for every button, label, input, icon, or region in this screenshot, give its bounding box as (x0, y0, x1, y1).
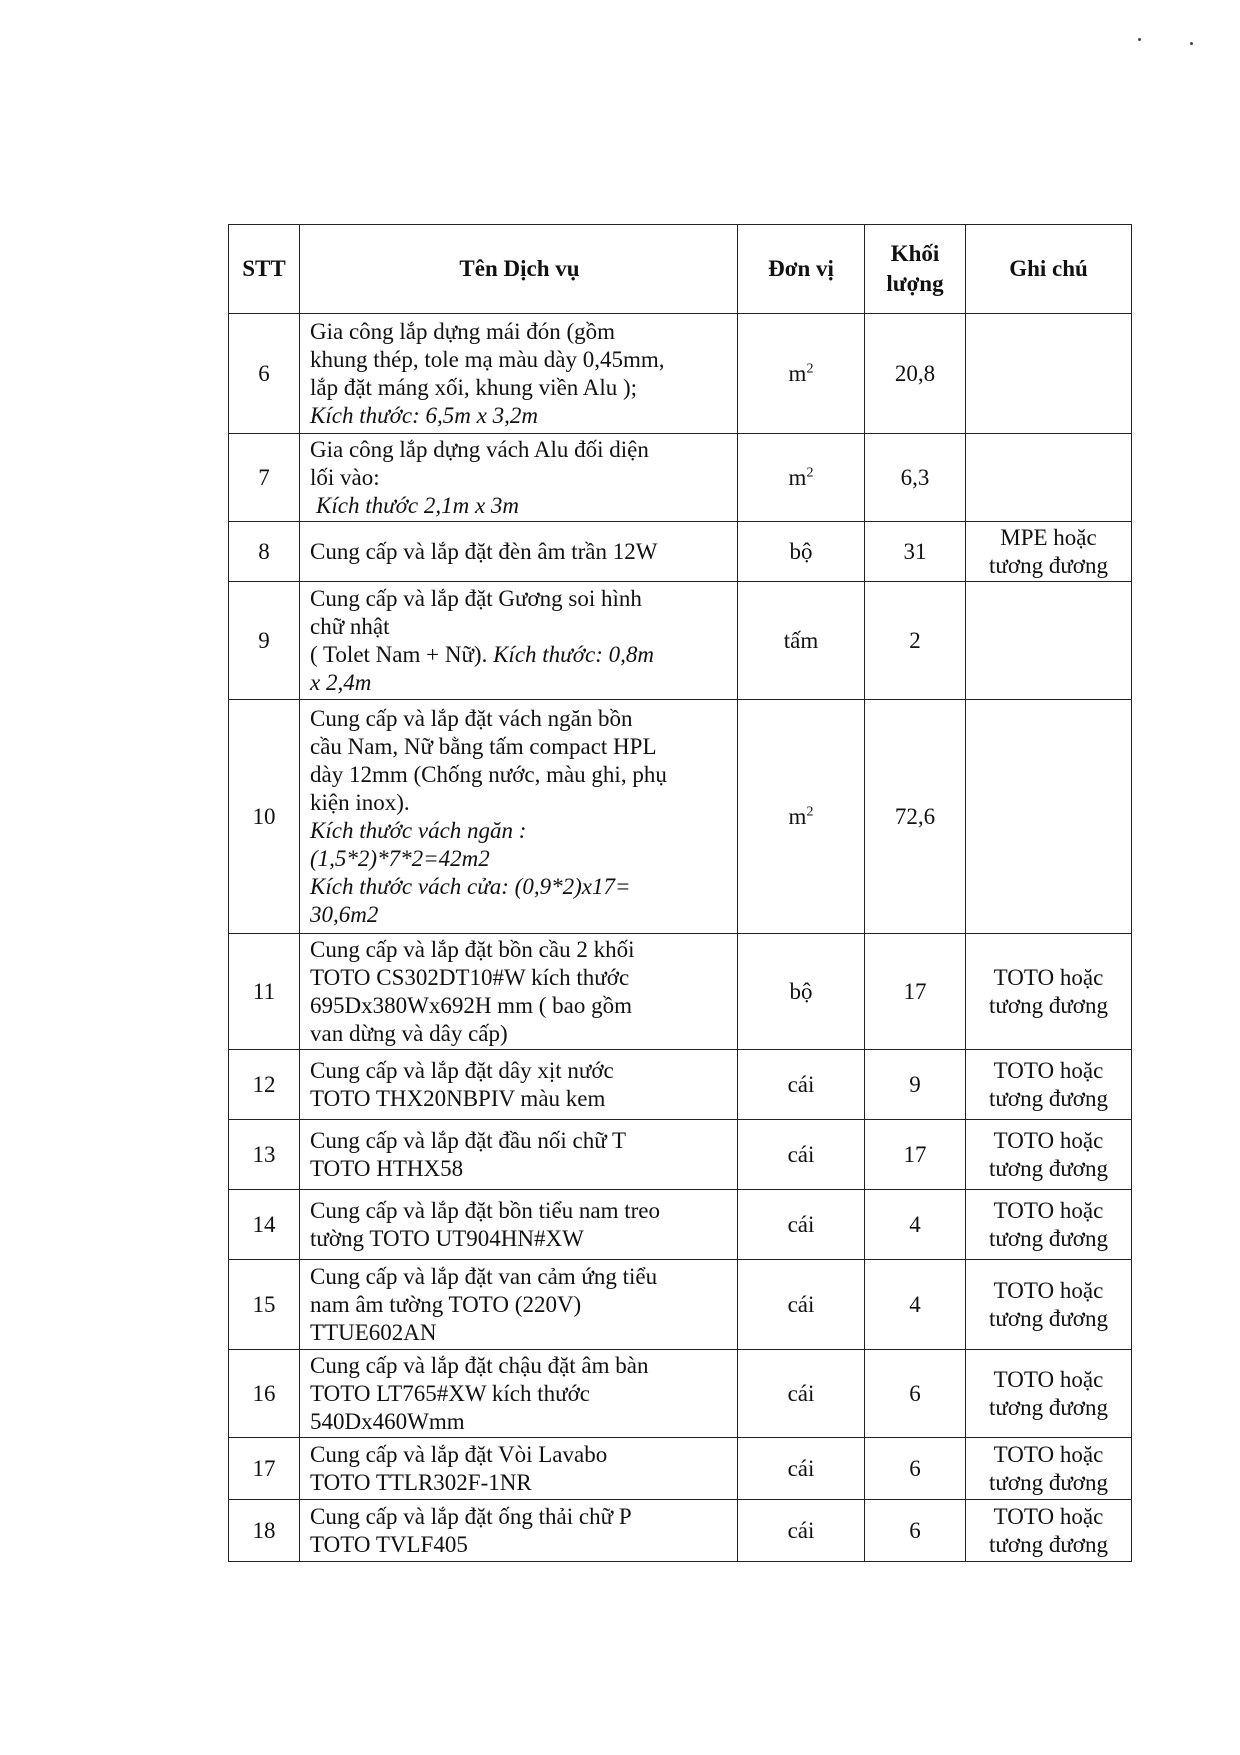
row-service-name (300, 1500, 738, 1562)
row-quantity: 6 (865, 1500, 966, 1562)
row-note (966, 434, 1132, 522)
note-line: tương đương (989, 1305, 1108, 1331)
row-stt: 17 (229, 1438, 300, 1500)
row-note (966, 1438, 1132, 1500)
row-quantity: 6 (865, 1438, 966, 1500)
name-line: chữ nhật (310, 613, 390, 639)
table-row (229, 1120, 1132, 1190)
table-header-row (229, 225, 1132, 314)
note-line: TOTO hoặc (993, 1197, 1104, 1223)
table-row (229, 522, 1132, 582)
row-service-name (300, 582, 738, 700)
row-note (966, 314, 1132, 434)
row-service-name (300, 434, 738, 522)
row-stt: 13 (229, 1120, 300, 1190)
name-line: Cung cấp và lắp đặt đầu nối chữ T (310, 1127, 627, 1153)
row-stt: 11 (229, 934, 300, 1050)
row-note (966, 934, 1132, 1050)
row-quantity: 4 (865, 1190, 966, 1260)
row-unit (738, 434, 865, 522)
name-line: khung thép, tole mạ màu dày 0,45mm, (310, 346, 665, 372)
name-dimension-line: Kích thước vách cửa: (0,9*2)x17= (310, 873, 631, 899)
row-note (966, 1350, 1132, 1438)
row-note (966, 1260, 1132, 1350)
table-row (229, 1500, 1132, 1562)
note-line: TOTO hoặc (993, 1441, 1104, 1467)
row-unit (738, 700, 865, 934)
note-line: tương đương (989, 1531, 1108, 1557)
table-row (229, 1260, 1132, 1350)
table-row (229, 1050, 1132, 1120)
header-unit: Đơn vị (738, 225, 865, 314)
name-line: tường TOTO UT904HN#XW (310, 1225, 584, 1251)
row-quantity: 2 (865, 582, 966, 700)
row-service-name (300, 522, 738, 582)
name-dimensions: x 2,4m (310, 669, 372, 695)
table-row (229, 1350, 1132, 1438)
name-plain-part: ( Tolet Nam + Nữ). (310, 641, 494, 667)
note-line: MPE hoặc (1000, 524, 1097, 550)
row-stt: 9 (229, 582, 300, 700)
row-note (966, 1500, 1132, 1562)
name-dimension-line: Kích thước vách ngăn : (310, 817, 527, 843)
name-line: Cung cấp và lắp đặt chậu đặt âm bàn (310, 1352, 649, 1378)
name-line: TOTO TTLR302F-1NR (310, 1469, 532, 1495)
header-quantity-line1: Khối (890, 241, 940, 266)
header-service-name: Tên Dịch vụ (300, 225, 738, 314)
row-unit: cái (738, 1120, 865, 1190)
header-stt: STT (229, 225, 300, 314)
row-stt: 10 (229, 700, 300, 934)
note-line: TOTO hoặc (993, 1057, 1104, 1083)
row-unit: cái (738, 1260, 865, 1350)
name-dimensions: Kích thước: 6,5m x 3,2m (310, 402, 538, 428)
name-line: TOTO HTHX58 (310, 1155, 464, 1181)
row-service-name (300, 1438, 738, 1500)
row-unit: bộ (738, 934, 865, 1050)
row-stt: 14 (229, 1190, 300, 1260)
row-service-name (300, 314, 738, 434)
row-quantity: 6,3 (865, 434, 966, 522)
unit-text: m (788, 360, 807, 386)
name-line: Gia công lắp dựng mái đón (gồm (310, 318, 616, 344)
row-stt: 15 (229, 1260, 300, 1350)
note-line: tương đương (989, 1225, 1108, 1251)
name-line: 540Dx460Wmm (310, 1408, 465, 1434)
unit-superscript: 2 (806, 803, 814, 819)
table-row (229, 700, 1132, 934)
name-line: van dừng và dây cấp) (310, 1020, 508, 1046)
name-line: Cung cấp và lắp đặt Vòi Lavabo (310, 1441, 608, 1467)
name-line: Cung cấp và lắp đặt vách ngăn bồn (310, 705, 633, 731)
row-service-name (300, 1050, 738, 1120)
unit-superscript: 2 (806, 464, 814, 480)
name-line: Cung cấp và lắp đặt ống thải chữ P (310, 1503, 632, 1529)
row-note (966, 700, 1132, 934)
service-table (228, 224, 1132, 1562)
name-line: cầu Nam, Nữ bằng tấm compact HPL (310, 733, 657, 759)
table-row (229, 314, 1132, 434)
row-stt: 7 (229, 434, 300, 522)
row-service-name (300, 1190, 738, 1260)
row-unit: cái (738, 1500, 865, 1562)
name-dimension-line: 30,6m2 (310, 901, 379, 927)
table-row (229, 1438, 1132, 1500)
note-line: tương đương (989, 1469, 1108, 1495)
name-line: TOTO CS302DT10#W kích thước (310, 964, 630, 990)
row-stt: 6 (229, 314, 300, 434)
name-line: dày 12mm (Chống nước, màu ghi, phụ (310, 761, 667, 787)
row-quantity: 31 (865, 522, 966, 582)
row-quantity: 6 (865, 1350, 966, 1438)
row-quantity: 72,6 (865, 700, 966, 934)
name-dimensions: Kích thước 2,1m x 3m (316, 492, 520, 518)
name-line: 695Dx380Wx692H mm ( bao gồm (310, 992, 632, 1018)
name-line: TOTO TVLF405 (310, 1531, 468, 1557)
row-stt: 12 (229, 1050, 300, 1120)
note-line: TOTO hoặc (993, 1503, 1104, 1529)
row-stt: 18 (229, 1500, 300, 1562)
table-row (229, 934, 1132, 1050)
row-note (966, 522, 1132, 582)
name-line: Cung cấp và lắp đặt Gương soi hình (310, 585, 642, 611)
table-row (229, 434, 1132, 522)
name-line: kiện inox). (310, 789, 410, 815)
row-service-name (300, 1260, 738, 1350)
header-quantity-line2: lượng (886, 271, 944, 296)
name-line: nam âm tường TOTO (220V) (310, 1291, 582, 1317)
row-unit: bộ (738, 522, 865, 582)
note-line: tương đương (989, 1155, 1108, 1181)
row-unit: cái (738, 1050, 865, 1120)
note-line: tương đương (989, 992, 1108, 1018)
header-quantity (865, 225, 966, 314)
row-quantity: 17 (865, 934, 966, 1050)
table-row (229, 1190, 1132, 1260)
scan-speck-2 (1190, 42, 1193, 45)
name-mixed-line (310, 641, 729, 669)
name-line: TOTO THX20NBPIV màu kem (310, 1085, 606, 1111)
row-unit: cái (738, 1438, 865, 1500)
name-line: Cung cấp và lắp đặt bồn cầu 2 khối (310, 936, 635, 962)
header-note: Ghi chú (966, 225, 1132, 314)
name-line: Cung cấp và lắp đặt đèn âm trần 12W (310, 538, 658, 564)
scan-speck-1 (1138, 38, 1141, 41)
row-service-name (300, 1120, 738, 1190)
name-line: Cung cấp và lắp đặt dây xịt nước (310, 1057, 614, 1083)
row-service-name (300, 1350, 738, 1438)
row-unit (738, 314, 865, 434)
row-quantity: 17 (865, 1120, 966, 1190)
row-quantity: 9 (865, 1050, 966, 1120)
name-line: Cung cấp và lắp đặt van cảm ứng tiểu (310, 1263, 658, 1289)
name-line: lối vào: (310, 464, 380, 490)
table-row (229, 582, 1132, 700)
note-line: TOTO hoặc (993, 964, 1104, 990)
unit-superscript: 2 (806, 360, 814, 376)
row-unit: tấm (738, 582, 865, 700)
note-line: TOTO hoặc (993, 1127, 1104, 1153)
row-service-name (300, 934, 738, 1050)
note-line: tương đương (989, 552, 1108, 578)
unit-text: m (788, 803, 807, 829)
name-line: Cung cấp và lắp đặt bồn tiểu nam treo (310, 1197, 661, 1223)
row-note (966, 582, 1132, 700)
row-service-name (300, 700, 738, 934)
name-line: TOTO LT765#XW kích thước (310, 1380, 590, 1406)
name-italic-part: Kích thước: 0,8m (493, 641, 654, 667)
row-note (966, 1120, 1132, 1190)
row-note (966, 1050, 1132, 1120)
unit-text: m (788, 464, 807, 490)
name-line: Gia công lắp dựng vách Alu đối diện (310, 436, 649, 462)
note-line: TOTO hoặc (993, 1277, 1104, 1303)
name-line: TTUE602AN (310, 1319, 437, 1345)
note-line: TOTO hoặc (993, 1366, 1104, 1392)
row-note (966, 1190, 1132, 1260)
row-unit: cái (738, 1190, 865, 1260)
row-unit: cái (738, 1350, 865, 1438)
row-stt: 8 (229, 522, 300, 582)
note-line: tương đương (989, 1394, 1108, 1420)
row-stt: 16 (229, 1350, 300, 1438)
note-line: tương đương (989, 1085, 1108, 1111)
name-dimension-line: (1,5*2)*7*2=42m2 (310, 845, 490, 871)
name-line: lắp đặt máng xối, khung viền Alu ); (310, 374, 638, 400)
row-quantity: 20,8 (865, 314, 966, 434)
row-quantity: 4 (865, 1260, 966, 1350)
